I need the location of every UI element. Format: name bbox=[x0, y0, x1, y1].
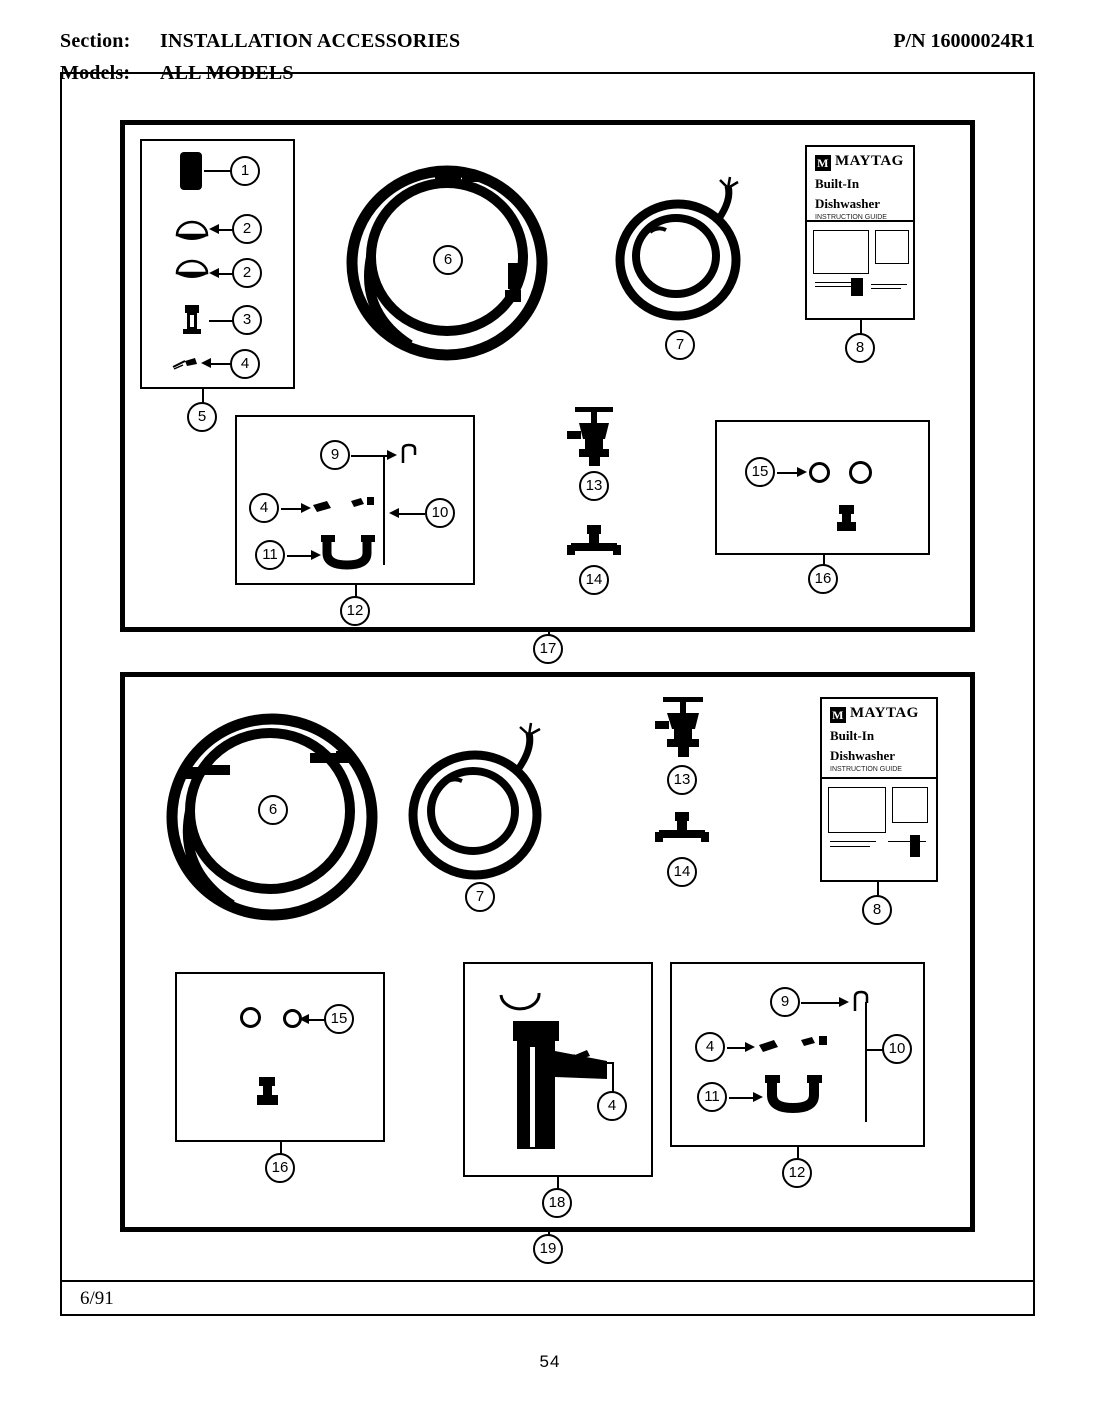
callout-6-bottom[interactable]: 6 bbox=[258, 795, 288, 825]
accessory-kit-panel-bottom bbox=[120, 672, 975, 1232]
manual-brand-text: MAYTAG bbox=[835, 153, 904, 169]
callout-6-top[interactable]: 6 bbox=[433, 245, 463, 275]
lead-10-arrow bbox=[389, 508, 399, 518]
maytag-logo-mark: M bbox=[815, 155, 831, 171]
part-4-clip-pair bbox=[311, 491, 383, 517]
part-18-air-gap bbox=[495, 977, 645, 1162]
lead-15-arrow bbox=[797, 467, 807, 477]
callout-8-bottom[interactable]: 8 bbox=[862, 895, 892, 925]
callout-15-top[interactable]: 15 bbox=[745, 457, 775, 487]
small-parts-box-5 bbox=[140, 139, 295, 389]
callout-10-top[interactable]: 10 bbox=[425, 498, 455, 528]
manual-text-line bbox=[830, 841, 876, 842]
part-2-washer-b bbox=[173, 255, 211, 285]
accessory-kit-panel-top bbox=[120, 120, 975, 632]
lead-9-bottom bbox=[801, 1002, 841, 1004]
callout-8-top[interactable]: 8 bbox=[845, 333, 875, 363]
callout-11-bottom[interactable]: 11 bbox=[697, 1082, 727, 1112]
manual-figure-right bbox=[892, 787, 928, 823]
lead-4-airgap bbox=[595, 1062, 613, 1064]
lead-9-bottom-arrow bbox=[839, 997, 849, 1007]
callout-2-b[interactable]: 2 bbox=[232, 258, 262, 288]
callout-15-bottom[interactable]: 15 bbox=[324, 1004, 354, 1034]
manual-cover-bottom bbox=[822, 779, 936, 880]
part-11-drain-loop-bottom bbox=[765, 1075, 829, 1115]
callout-12-top[interactable]: 12 bbox=[340, 596, 370, 626]
part-4-connector bbox=[171, 353, 205, 375]
seal-kit-box-16-bottom bbox=[175, 972, 385, 1142]
manual-figure-left bbox=[813, 230, 869, 274]
part-16-fitting bbox=[835, 505, 859, 533]
part-4-connector-airgap bbox=[563, 1045, 597, 1067]
callout-9-bottom[interactable]: 9 bbox=[770, 987, 800, 1017]
lead-11-bottom-arrow bbox=[753, 1092, 763, 1102]
manual-text-line bbox=[871, 284, 907, 285]
manual-text-line bbox=[830, 846, 870, 847]
callout-10-bottom[interactable]: 10 bbox=[882, 1034, 912, 1064]
page-header bbox=[60, 30, 1035, 84]
callout-11-top[interactable]: 11 bbox=[255, 540, 285, 570]
callout-1[interactable]: 1 bbox=[230, 156, 260, 186]
callout-3[interactable]: 3 bbox=[232, 305, 262, 335]
lead-2a-arrow bbox=[209, 224, 219, 234]
callout-16-bottom[interactable]: 16 bbox=[265, 1153, 295, 1183]
lead-11-bottom bbox=[729, 1097, 755, 1099]
part-9-hook bbox=[399, 443, 421, 465]
manual-title-line-2: Dishwasher bbox=[830, 748, 896, 763]
callout-7-top[interactable]: 7 bbox=[665, 330, 695, 360]
part-10-rod bbox=[383, 455, 385, 565]
models-label: Models: bbox=[60, 62, 131, 84]
callout-4-top[interactable]: 4 bbox=[230, 349, 260, 379]
manual-title-line-2: Dishwasher bbox=[815, 196, 881, 211]
lead-4-drain-arrow bbox=[301, 503, 311, 513]
callout-14-bottom[interactable]: 14 bbox=[667, 857, 697, 887]
lead-4-drain bbox=[281, 508, 303, 510]
callout-4-airgap[interactable]: 4 bbox=[597, 1091, 627, 1121]
revision-date: 6/91 bbox=[80, 1288, 114, 1309]
manual-title-line-1: Built-In bbox=[830, 728, 875, 743]
part-10-rod-bottom bbox=[865, 1002, 867, 1122]
part-3-clamp bbox=[177, 303, 209, 337]
lead-9-arrow bbox=[387, 450, 397, 460]
part-13-shutoff-valve bbox=[567, 405, 621, 467]
lead-11-arrow bbox=[311, 550, 321, 560]
part-8-instruction-manual-bottom bbox=[820, 697, 938, 882]
lead-15-top bbox=[777, 472, 799, 474]
callout-19-assembly[interactable]: 19 bbox=[533, 1234, 563, 1264]
page-footer-frame bbox=[60, 1282, 1035, 1316]
lead-3 bbox=[209, 320, 233, 322]
part-13-shutoff-valve-bottom bbox=[655, 695, 711, 759]
lead-5 bbox=[202, 389, 204, 403]
lead-4-arrow bbox=[201, 358, 211, 368]
part-number: P/N 16000024R1 bbox=[893, 30, 1035, 52]
models-value: ALL MODELS bbox=[160, 62, 294, 84]
lead-11-top bbox=[287, 555, 313, 557]
part-4-clip-pair-bottom bbox=[757, 1029, 835, 1057]
callout-18[interactable]: 18 bbox=[542, 1188, 572, 1218]
part-15-oring-a-bottom bbox=[240, 1007, 261, 1028]
manual-text-line bbox=[871, 288, 901, 289]
lead-2b-arrow bbox=[209, 268, 219, 278]
seal-kit-box-16 bbox=[715, 420, 930, 555]
manual-cover-top bbox=[822, 699, 936, 779]
part-14-elbow-fitting bbox=[567, 525, 621, 559]
part-14-elbow-fitting-bottom bbox=[655, 812, 709, 846]
section-label: Section: bbox=[60, 30, 131, 52]
callout-13-bottom[interactable]: 13 bbox=[667, 765, 697, 795]
part-15-oring-b bbox=[849, 461, 872, 484]
manual-text-line bbox=[815, 286, 855, 287]
part-2-washer-a bbox=[173, 213, 211, 247]
part-7-power-cord-bottom bbox=[405, 727, 560, 892]
manual-subtitle: INSTRUCTION GUIDE bbox=[830, 766, 902, 773]
section-value: INSTALLATION ACCESSORIES bbox=[160, 30, 461, 52]
callout-16-top[interactable]: 16 bbox=[808, 564, 838, 594]
callout-4-drainkit-bottom[interactable]: 4 bbox=[695, 1032, 725, 1062]
part-11-drain-loop bbox=[321, 535, 381, 571]
callout-14-top[interactable]: 14 bbox=[579, 565, 609, 595]
callout-4-drainkit-top[interactable]: 4 bbox=[249, 493, 279, 523]
part-16-fitting-bottom bbox=[255, 1077, 281, 1107]
manual-subtitle: INSTRUCTION GUIDE bbox=[815, 214, 887, 221]
callout-2-a[interactable]: 2 bbox=[232, 214, 262, 244]
callout-17-assembly[interactable]: 17 bbox=[533, 634, 563, 664]
part-8-instruction-manual bbox=[805, 145, 915, 320]
lead-8-top bbox=[860, 320, 862, 334]
manual-text-line bbox=[888, 841, 926, 842]
callout-9-top[interactable]: 9 bbox=[320, 440, 350, 470]
lead-1 bbox=[204, 170, 232, 172]
lead-4-drain-bottom-arrow bbox=[745, 1042, 755, 1052]
part-1-grommet bbox=[180, 152, 202, 190]
manual-figure-left bbox=[828, 787, 886, 833]
part-9-hook-bottom bbox=[851, 989, 873, 1013]
manual-illustration-blob bbox=[851, 278, 863, 296]
part-15-oring-a bbox=[809, 462, 830, 483]
page-number: 54 bbox=[539, 1352, 561, 1371]
lead-15-bottom-arrow bbox=[299, 1014, 309, 1024]
maytag-logo-mark: M bbox=[830, 707, 846, 723]
manual-brand-text: MAYTAG bbox=[850, 705, 919, 721]
callout-13-top[interactable]: 13 bbox=[579, 471, 609, 501]
manual-brand bbox=[815, 153, 905, 171]
callout-7-bottom[interactable]: 7 bbox=[465, 882, 495, 912]
manual-brand bbox=[830, 705, 928, 723]
callout-5[interactable]: 5 bbox=[187, 402, 217, 432]
lead-4-airgap-v bbox=[612, 1062, 614, 1092]
part-7-power-cord bbox=[610, 180, 755, 330]
manual-cover-top bbox=[807, 147, 913, 222]
callout-12-bottom[interactable]: 12 bbox=[782, 1158, 812, 1188]
manual-cover-bottom bbox=[807, 222, 913, 318]
manual-figure-right bbox=[875, 230, 909, 264]
manual-title-line-1: Built-In bbox=[815, 176, 860, 191]
manual-illustration-blob bbox=[910, 835, 920, 857]
lead-8-bottom bbox=[877, 882, 879, 896]
